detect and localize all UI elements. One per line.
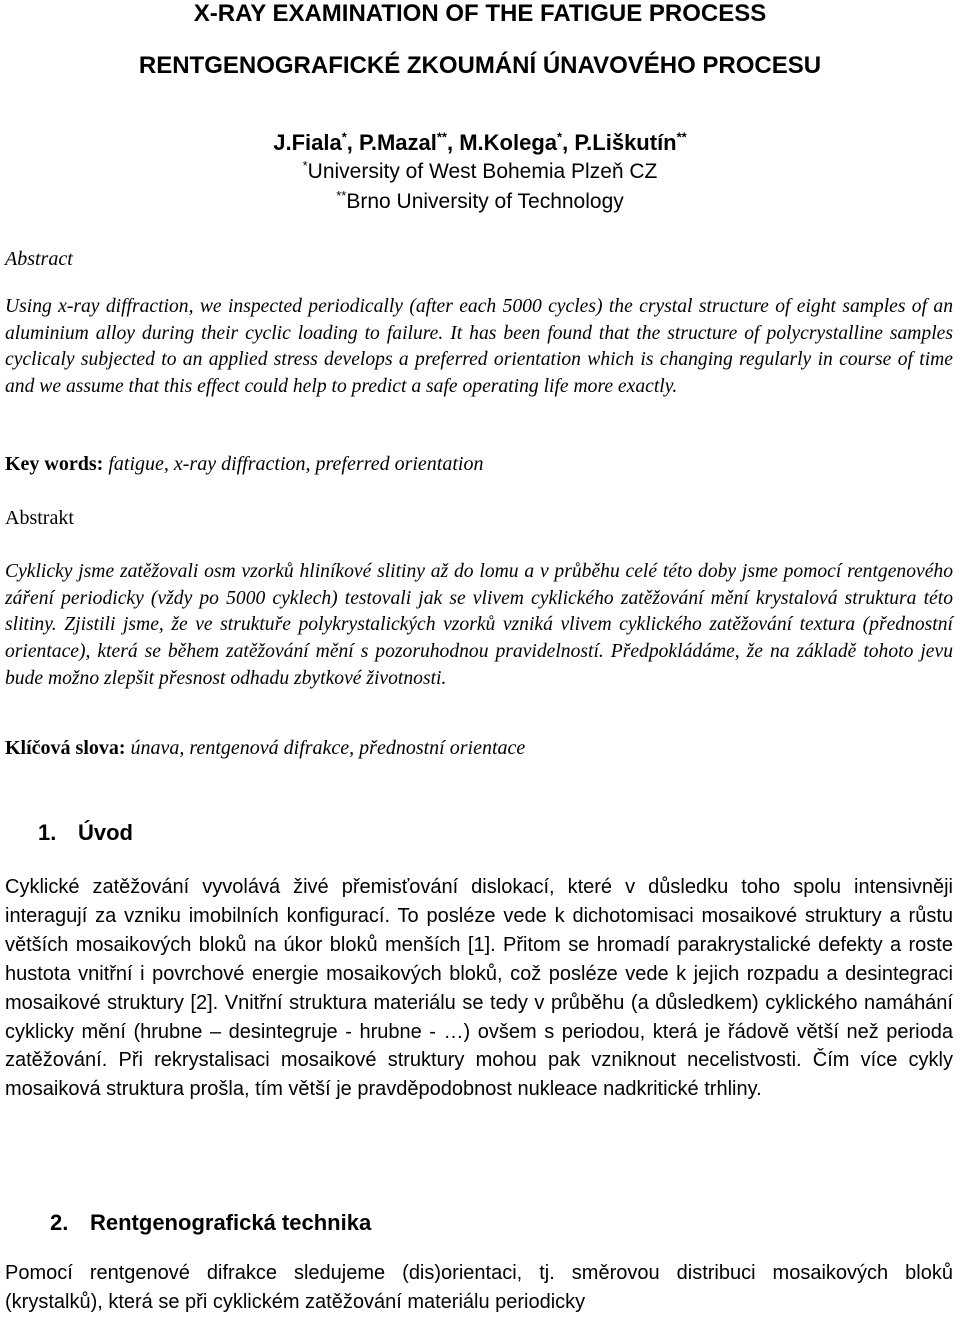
title-english: X-RAY EXAMINATION OF THE FATIGUE PROCESS: [193, 0, 767, 27]
section-number: 2.: [50, 1210, 69, 1235]
author-line: J.Fiala*, P.Mazal**, M.Kolega*, P.Liškutín**: [273, 129, 687, 155]
title-czech: RENTGENOGRAFICKÉ ZKOUMÁNÍ ÚNAVOVÉHO PROCESU: [138, 52, 822, 79]
author-name: P.Mazal: [359, 130, 437, 155]
abstract-text: Using x-ray diffraction, we inspected periodically (after each 5000 cycles) the crystal structure of eight samples of an aluminium alloy during their cyclic loading to failure. It has been found that the structure of polycrystalline samples cyclicaly subjected to an applied stress develops a preferred orientation which is changing regularly in course of time and we assume that this effect could help to predict a safe operating life more exactly.: [5, 296, 953, 398]
section-1-heading: [38, 820, 133, 846]
author-mark: **: [676, 129, 687, 145]
section-2-text: Pomocí rentgenové difrakce sledujeme (dis)orientaci, tj. směrovou distribuci mosaikových bloků (krystalků), která se při cyklickém zatěžování materiálu periodicky: [5, 1262, 953, 1313]
author-name: J.Fiala: [273, 130, 342, 155]
author-mark: **: [436, 129, 447, 145]
klicova-slova-value: únava, rentgenová difrakce, přednostní orientace: [130, 737, 526, 759]
abstract-heading: Abstract: [5, 248, 73, 270]
keywords-line: [5, 453, 483, 476]
affiliation-mark: **: [336, 188, 347, 203]
section-title: Rentgenografická technika: [90, 1210, 372, 1235]
klicova-slova-line: [5, 737, 525, 760]
section-1-text: Cyklické zatěžování vyvolává živé přemisťování dislokací, které v důsledku toho spolu intensivněji interagují za vzniku imobilních konfigurací. To posléze vede k dichotomisaci mosaikové struktury a růstu větších mosaikových bloků na úkor bloků menších [1]. Přitom se hromadí parakrystalické defekty a roste hustota vnitřní i povrchové energie mosaikových bloků, což posléze vede k jejich rozpadu a desintegraci mosaikové struktury [2]. Vnitřní struktura materiálu se tedy v průběhu (a důsledkem) cyklického namáhání cyklicky mění (hrubne – desintegruje - hrubne - …) ovšem s periodou, která je řádově větší než perioda zatěžování. Při rekrystalisaci mosaikové struktury mohou pak vzniknout necelistvosti. Čím více cykly mosaiková struktura prošla, tím větší je pravděpodobnost nukleace nadkritické trhliny.: [5, 876, 953, 1101]
keywords-value: fatigue, x-ray diffraction, preferred orientation: [108, 453, 484, 475]
keywords-label: Key words:: [5, 453, 104, 475]
section-2-heading: [50, 1210, 371, 1236]
author-name: M.Kolega: [459, 130, 558, 155]
author-mark: *: [341, 129, 347, 145]
abstrakt-heading: Abstrakt: [5, 507, 74, 529]
klicova-slova-label: Klíčová slova:: [5, 737, 126, 759]
affiliation-text: University of West Bohemia Plzeň CZ: [307, 160, 658, 183]
author-name: P.Liškutín: [574, 130, 677, 155]
affiliation: [0, 160, 960, 184]
section-number: 1.: [38, 820, 57, 845]
affiliation-text: Brno University of Technology: [346, 190, 624, 213]
affiliation: [0, 190, 960, 214]
section-title: Úvod: [78, 820, 133, 845]
author-mark: *: [557, 129, 563, 145]
affiliation-mark: *: [302, 158, 308, 173]
abstrakt-text: Cyklicky jsme zatěžovali osm vzorků hliníkové slitiny až do lomu a v průběhu celé této doby jsme pomocí rentgenového záření periodicky (vždy po 5000 cyklech) testovali jak se vlivem cyklického zatěžování mění krystalová struktura této slitiny. Zjistili jsme, že ve struktuře polykrystalických vzorků vzniká vlivem cyklického zatěžování textura (přednostní orientace), která se během zatěžování mění s pozoruhodnou pravidelností. Předpokládáme, že na základě tohoto jevu bude možno zlepšit přesnost odhadu zbytkové životnosti.: [5, 561, 953, 689]
